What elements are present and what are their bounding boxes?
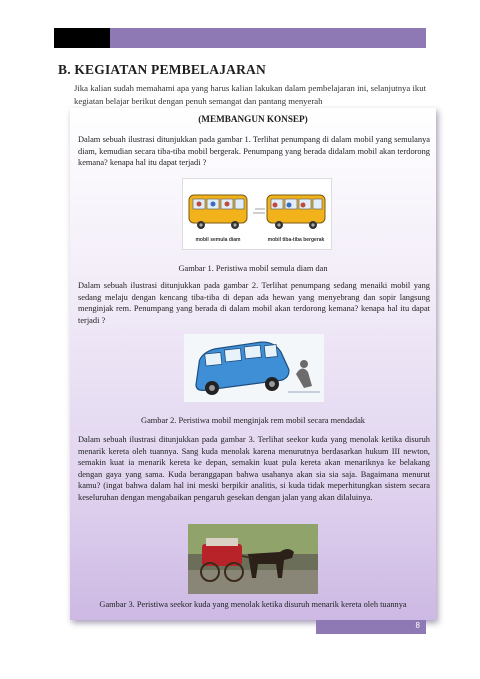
bus-illustration-icon <box>183 179 332 250</box>
caption-2: Gambar 2. Peristiwa mobil menginjak rem mobil secara mendadak <box>141 416 365 425</box>
page-number-bar <box>316 620 426 634</box>
horse-photo-icon <box>188 524 318 594</box>
paragraph-1: Dalam sebuah ilustrasi ditunjukkan pada gambar 1. Terlihat penumpang di dalam mobil yang semulanya diam, kemudian secara tiba-tiba mobil bergerak. Penumpang yang berada didalam mobil akan terdorong kemana? kenapa hal itu dapat terjadi ? <box>78 135 430 167</box>
figure-2-car-braking <box>184 334 324 402</box>
caption-1: Gambar 1. Peristiwa mobil semula diam dan <box>178 264 328 273</box>
figure-1-bus-diagram <box>182 178 332 250</box>
header-bar-block <box>54 28 110 48</box>
fig1-label-right: mobil tiba-tiba bergerak <box>267 237 325 243</box>
paragraph-2: Dalam sebuah ilustrasi ditunjukkan pada gambar 2. Terlihat penumpang sedang menaiki mobil yang sedang melaju dengan kencang tiba-tiba di depan ada hewan yang menyebrang dan sopir langsung menginjak rem. Penumpang yang berada di dalam mobil akan terdorong kemana? kenapa hal itu dapat terjadi ? <box>78 281 430 325</box>
panel-title: (MEMBANGUN KONSEP) <box>198 114 308 124</box>
concept-panel <box>70 108 436 620</box>
paragraph-3: Dalam sebuah ilustrasi ditunjukkan pada gambar 3. Terlihat seekor kuda yang menolak ketika disuruh menarik kereta oleh tuannya. Sang kuda menolak karena menurutnya berdasarkan hukum III newton, semakin kuat ia menarik kereta ke depan, semakin kuat pula kereta akan menariknya ke belakang dengan gaya yang sama. Kuda beranggapan bahwa usahanya akan sia sia saja. Bagaimana menurut kamu? (ingat bahwa dalam hal ini meski berpikir analitis, si kuda tidak meperhitungkan sistem secara keseluruhan dengan mengabaikan pengaruh gesekan dengan jalan yang akan dilaluinya. <box>78 435 430 502</box>
caption-3: Gambar 3. Peristiwa seekor kuda yang menolak ketika disuruh menarik kereta oleh tuannya <box>99 600 407 609</box>
header-bar <box>54 28 426 48</box>
page-number: 8 <box>415 621 420 630</box>
intro-paragraph: Jika kalian sudah memahami apa yang harus kalian lakukan dalam pembelajaran ini, selanjutnya ikut kegiatan belajar berikut dengan penuh semangat dan pantang menyerah <box>74 83 426 106</box>
figure-3-horse-cart <box>188 524 318 594</box>
section-title: B. KEGIATAN PEMBELAJARAN <box>58 62 266 77</box>
car-illustration-icon <box>184 334 324 402</box>
fig1-label-left: mobil semula diam <box>195 237 241 243</box>
